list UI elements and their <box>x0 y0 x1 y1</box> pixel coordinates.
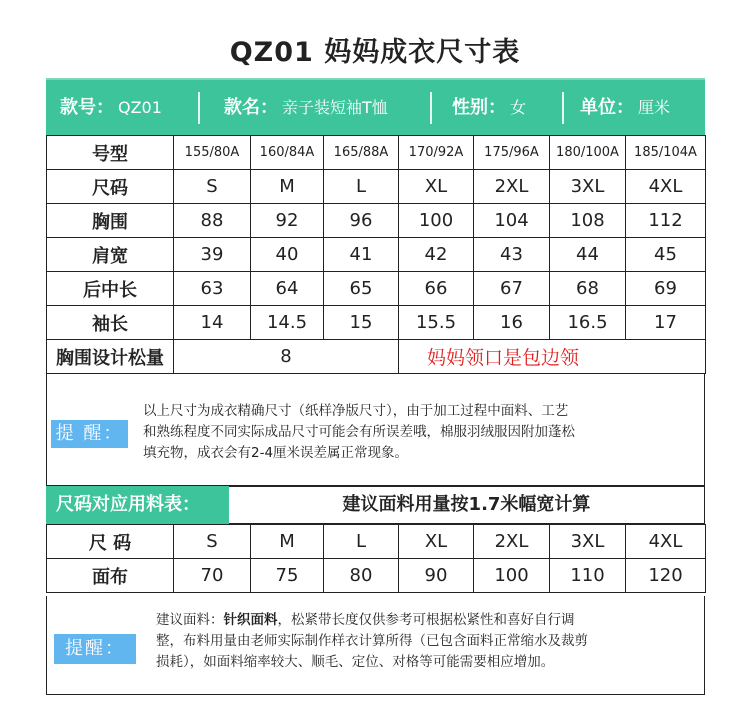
fabric-size-row <box>47 525 706 559</box>
size-cell: 63 <box>174 272 251 306</box>
fabric-cell: L <box>324 525 399 559</box>
unit-label: 单位： <box>580 97 634 118</box>
size-cell: 155/80A <box>174 136 251 170</box>
size-cell: 45 <box>626 238 706 272</box>
size-cell: 15.5 <box>399 306 474 340</box>
model-label: 款号： <box>60 97 114 118</box>
ease-label: 胸围设计松量 <box>47 340 174 374</box>
remark-text-2 <box>156 610 588 673</box>
size-cell: S <box>174 170 251 204</box>
fabric-cell: XL <box>399 525 474 559</box>
size-row <box>47 306 706 340</box>
fabric-table <box>46 524 706 593</box>
fabric-section-note: 建议面料用量按1.7米幅宽计算 <box>229 486 705 524</box>
fabric-cell: M <box>251 525 324 559</box>
fabric-cell: 110 <box>550 559 626 593</box>
fabric-cell: 3XL <box>550 525 626 559</box>
remark-line: 填充物，成衣会有2-4厘米误差属正常现象。 <box>143 445 409 461</box>
size-cell: 185/104A <box>626 136 706 170</box>
name-label: 款名： <box>224 97 278 118</box>
size-cell: 43 <box>474 238 550 272</box>
unit-field <box>580 80 670 135</box>
size-cell: 65 <box>324 272 399 306</box>
row-label: 肩宽 <box>47 238 174 272</box>
size-cell: 40 <box>251 238 324 272</box>
size-row <box>47 204 706 238</box>
size-cell: 39 <box>174 238 251 272</box>
size-cell: 108 <box>550 204 626 238</box>
size-cell: 92 <box>251 204 324 238</box>
size-cell: 17 <box>626 306 706 340</box>
size-cell: 104 <box>474 204 550 238</box>
unit-value: 厘米 <box>638 98 671 117</box>
size-cell: 3XL <box>550 170 626 204</box>
size-cell: 112 <box>626 204 706 238</box>
size-cell: 175/96A <box>474 136 550 170</box>
header-divider <box>562 92 564 124</box>
page-title: QZ01 妈妈成衣尺寸表 <box>229 37 521 68</box>
size-row <box>47 238 706 272</box>
gender-label: 性别： <box>452 97 506 118</box>
size-cell: 41 <box>324 238 399 272</box>
size-cell: 100 <box>399 204 474 238</box>
size-cell: XL <box>399 170 474 204</box>
size-cell: M <box>251 170 324 204</box>
fabric-cell: 75 <box>251 559 324 593</box>
gender-field <box>452 80 526 135</box>
remark-bold: 针织面料 <box>223 612 278 628</box>
ease-row <box>47 340 706 374</box>
row-label: 号型 <box>47 136 174 170</box>
ease-note: 妈妈领口是包边领 <box>399 340 706 374</box>
row-label: 面布 <box>47 559 174 593</box>
size-table <box>46 135 706 374</box>
remark-line: 损耗），如面料缩率较大、顺毛、定位、对格等可能需要相应增加。 <box>156 654 555 670</box>
size-cell: 16.5 <box>550 306 626 340</box>
size-cell: 42 <box>399 238 474 272</box>
name-value: 亲子装短袖T恤 <box>282 98 388 117</box>
fabric-cell: 90 <box>399 559 474 593</box>
size-cell: 170/92A <box>399 136 474 170</box>
row-label: 胸围 <box>47 204 174 238</box>
gender-value: 女 <box>510 98 527 117</box>
fabric-cell: 80 <box>324 559 399 593</box>
size-cell: 14.5 <box>251 306 324 340</box>
row-label: 后中长 <box>47 272 174 306</box>
size-cell: 66 <box>399 272 474 306</box>
size-cell: 96 <box>324 204 399 238</box>
size-cell: 160/84A <box>251 136 324 170</box>
size-cell: 4XL <box>626 170 706 204</box>
size-cell: 180/100A <box>550 136 626 170</box>
size-cell: L <box>324 170 399 204</box>
size-cell: 68 <box>550 272 626 306</box>
size-row <box>47 170 706 204</box>
remark-line <box>156 610 588 631</box>
size-cell: 15 <box>324 306 399 340</box>
size-cell: 64 <box>251 272 324 306</box>
fabric-cell: 120 <box>626 559 706 593</box>
fabric-cell: 100 <box>474 559 550 593</box>
remark-prefix: 建议面料： <box>156 612 224 628</box>
ease-value: 8 <box>174 340 399 374</box>
size-cell: 44 <box>550 238 626 272</box>
size-cell: 88 <box>174 204 251 238</box>
row-label: 袖长 <box>47 306 174 340</box>
header-divider <box>198 92 200 124</box>
remark-box-1 <box>46 373 705 486</box>
row-label: 尺 码 <box>47 525 174 559</box>
row-label: 尺码 <box>47 170 174 204</box>
remark-line: 和熟练程度不同实际成品尺寸可能会有所误差哦，棉服羽绒服因附加蓬松 <box>143 424 575 440</box>
size-row <box>47 136 706 170</box>
name-field <box>224 80 388 135</box>
size-cell: 16 <box>474 306 550 340</box>
fabric-cell: 70 <box>174 559 251 593</box>
remark-rest: ，松紧带长度仅供参考可根据松紧性和喜好自行调 <box>277 612 575 628</box>
size-cell: 67 <box>474 272 550 306</box>
fabric-amount-row <box>47 559 706 593</box>
remark-badge: 提 醒： <box>51 420 128 448</box>
size-row <box>47 272 706 306</box>
remark-badge: 提醒： <box>54 634 136 664</box>
size-cell: 165/88A <box>324 136 399 170</box>
size-cell: 69 <box>626 272 706 306</box>
fabric-cell: 2XL <box>474 525 550 559</box>
size-cell: 2XL <box>474 170 550 204</box>
fabric-cell: 4XL <box>626 525 706 559</box>
remark-line: 以上尺寸为成衣精确尺寸（纸样净版尺寸），由于加工过程中面料、工艺 <box>143 403 569 419</box>
remark-line: 整，布料用量由老师实际制作样衣计算所得（已包含面料正常缩水及裁剪 <box>156 633 588 649</box>
size-cell: 14 <box>174 306 251 340</box>
fabric-cell: S <box>174 525 251 559</box>
fabric-section-label: 尺码对应用料表： <box>46 486 229 524</box>
header-divider <box>430 92 432 124</box>
product-info-header <box>46 78 705 135</box>
model-value: QZ01 <box>118 98 162 117</box>
model-field <box>60 80 162 135</box>
remark-text-1 <box>143 401 575 464</box>
remark-box-2 <box>46 596 705 695</box>
